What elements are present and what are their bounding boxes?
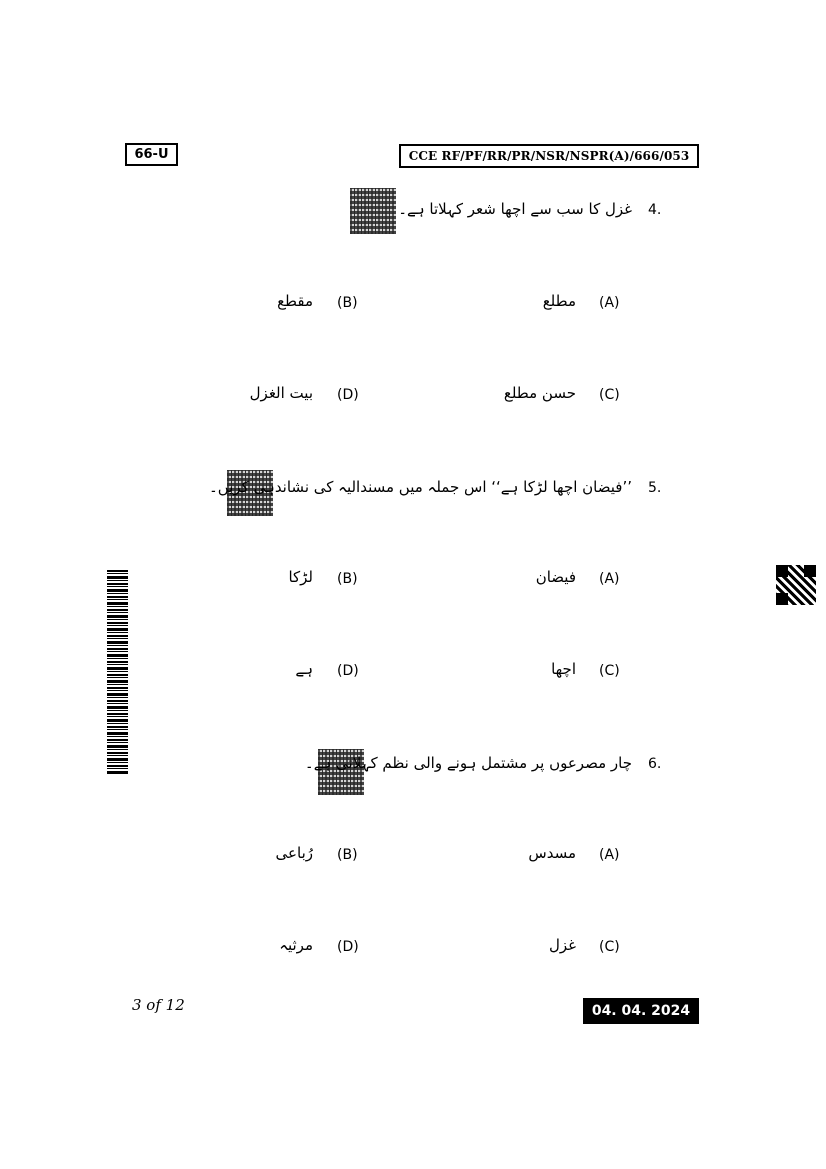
option-label: (D) [337,939,359,955]
option-label: (A) [599,571,620,587]
option-text: مسدس [528,844,576,862]
option-label: (A) [599,295,620,311]
option-text: مقطع [277,292,313,310]
option-label: (B) [337,295,358,311]
option-text: مطلع [542,292,576,310]
option-text: لڑکا [288,568,313,586]
reference-code-box: CCE RF/PF/RR/PR/NSR/NSPR(A)/666/053 [399,144,699,168]
question-text: ’’فیضان اچھا لڑکا ہے‘‘ اس جملہ میں مسندالیہ کی نشاندہی کریں۔ [208,478,632,496]
option-label: (D) [337,663,359,679]
option-text: بیت الغزل [249,384,313,402]
option-label: (C) [599,387,620,403]
option-label: (D) [337,387,359,403]
paper-code-box: 66-U [125,143,178,166]
question-number: 6. [648,756,662,772]
barcode-icon [107,570,128,774]
question-number: 5. [648,480,662,496]
option-text: غزل [548,936,576,954]
option-label: (A) [599,847,620,863]
question-qr-code-icon [350,188,396,234]
option-text: ہے [295,660,313,678]
option-label: (C) [599,939,620,955]
option-label: (B) [337,847,358,863]
page-number: 3 of 12 [132,996,185,1014]
option-text: رُباعی [275,844,313,862]
option-text: فیضان [535,568,576,586]
question-text: چار مصرعوں پر مشتمل ہونے والی نظم کہلاتی ہے۔ [304,754,632,772]
option-label: (C) [599,663,620,679]
option-text: اچھا [551,660,576,678]
option-text: حسن مطلع [503,384,576,402]
question-number: 4. [648,202,662,218]
qr-code-icon [776,565,816,605]
exam-date-badge: 04. 04. 2024 [583,998,699,1024]
option-text: مرثیہ [279,936,313,954]
option-label: (B) [337,571,358,587]
question-text: غزل کا سب سے اچھا شعر کہلاتا ہے۔ [398,200,632,218]
